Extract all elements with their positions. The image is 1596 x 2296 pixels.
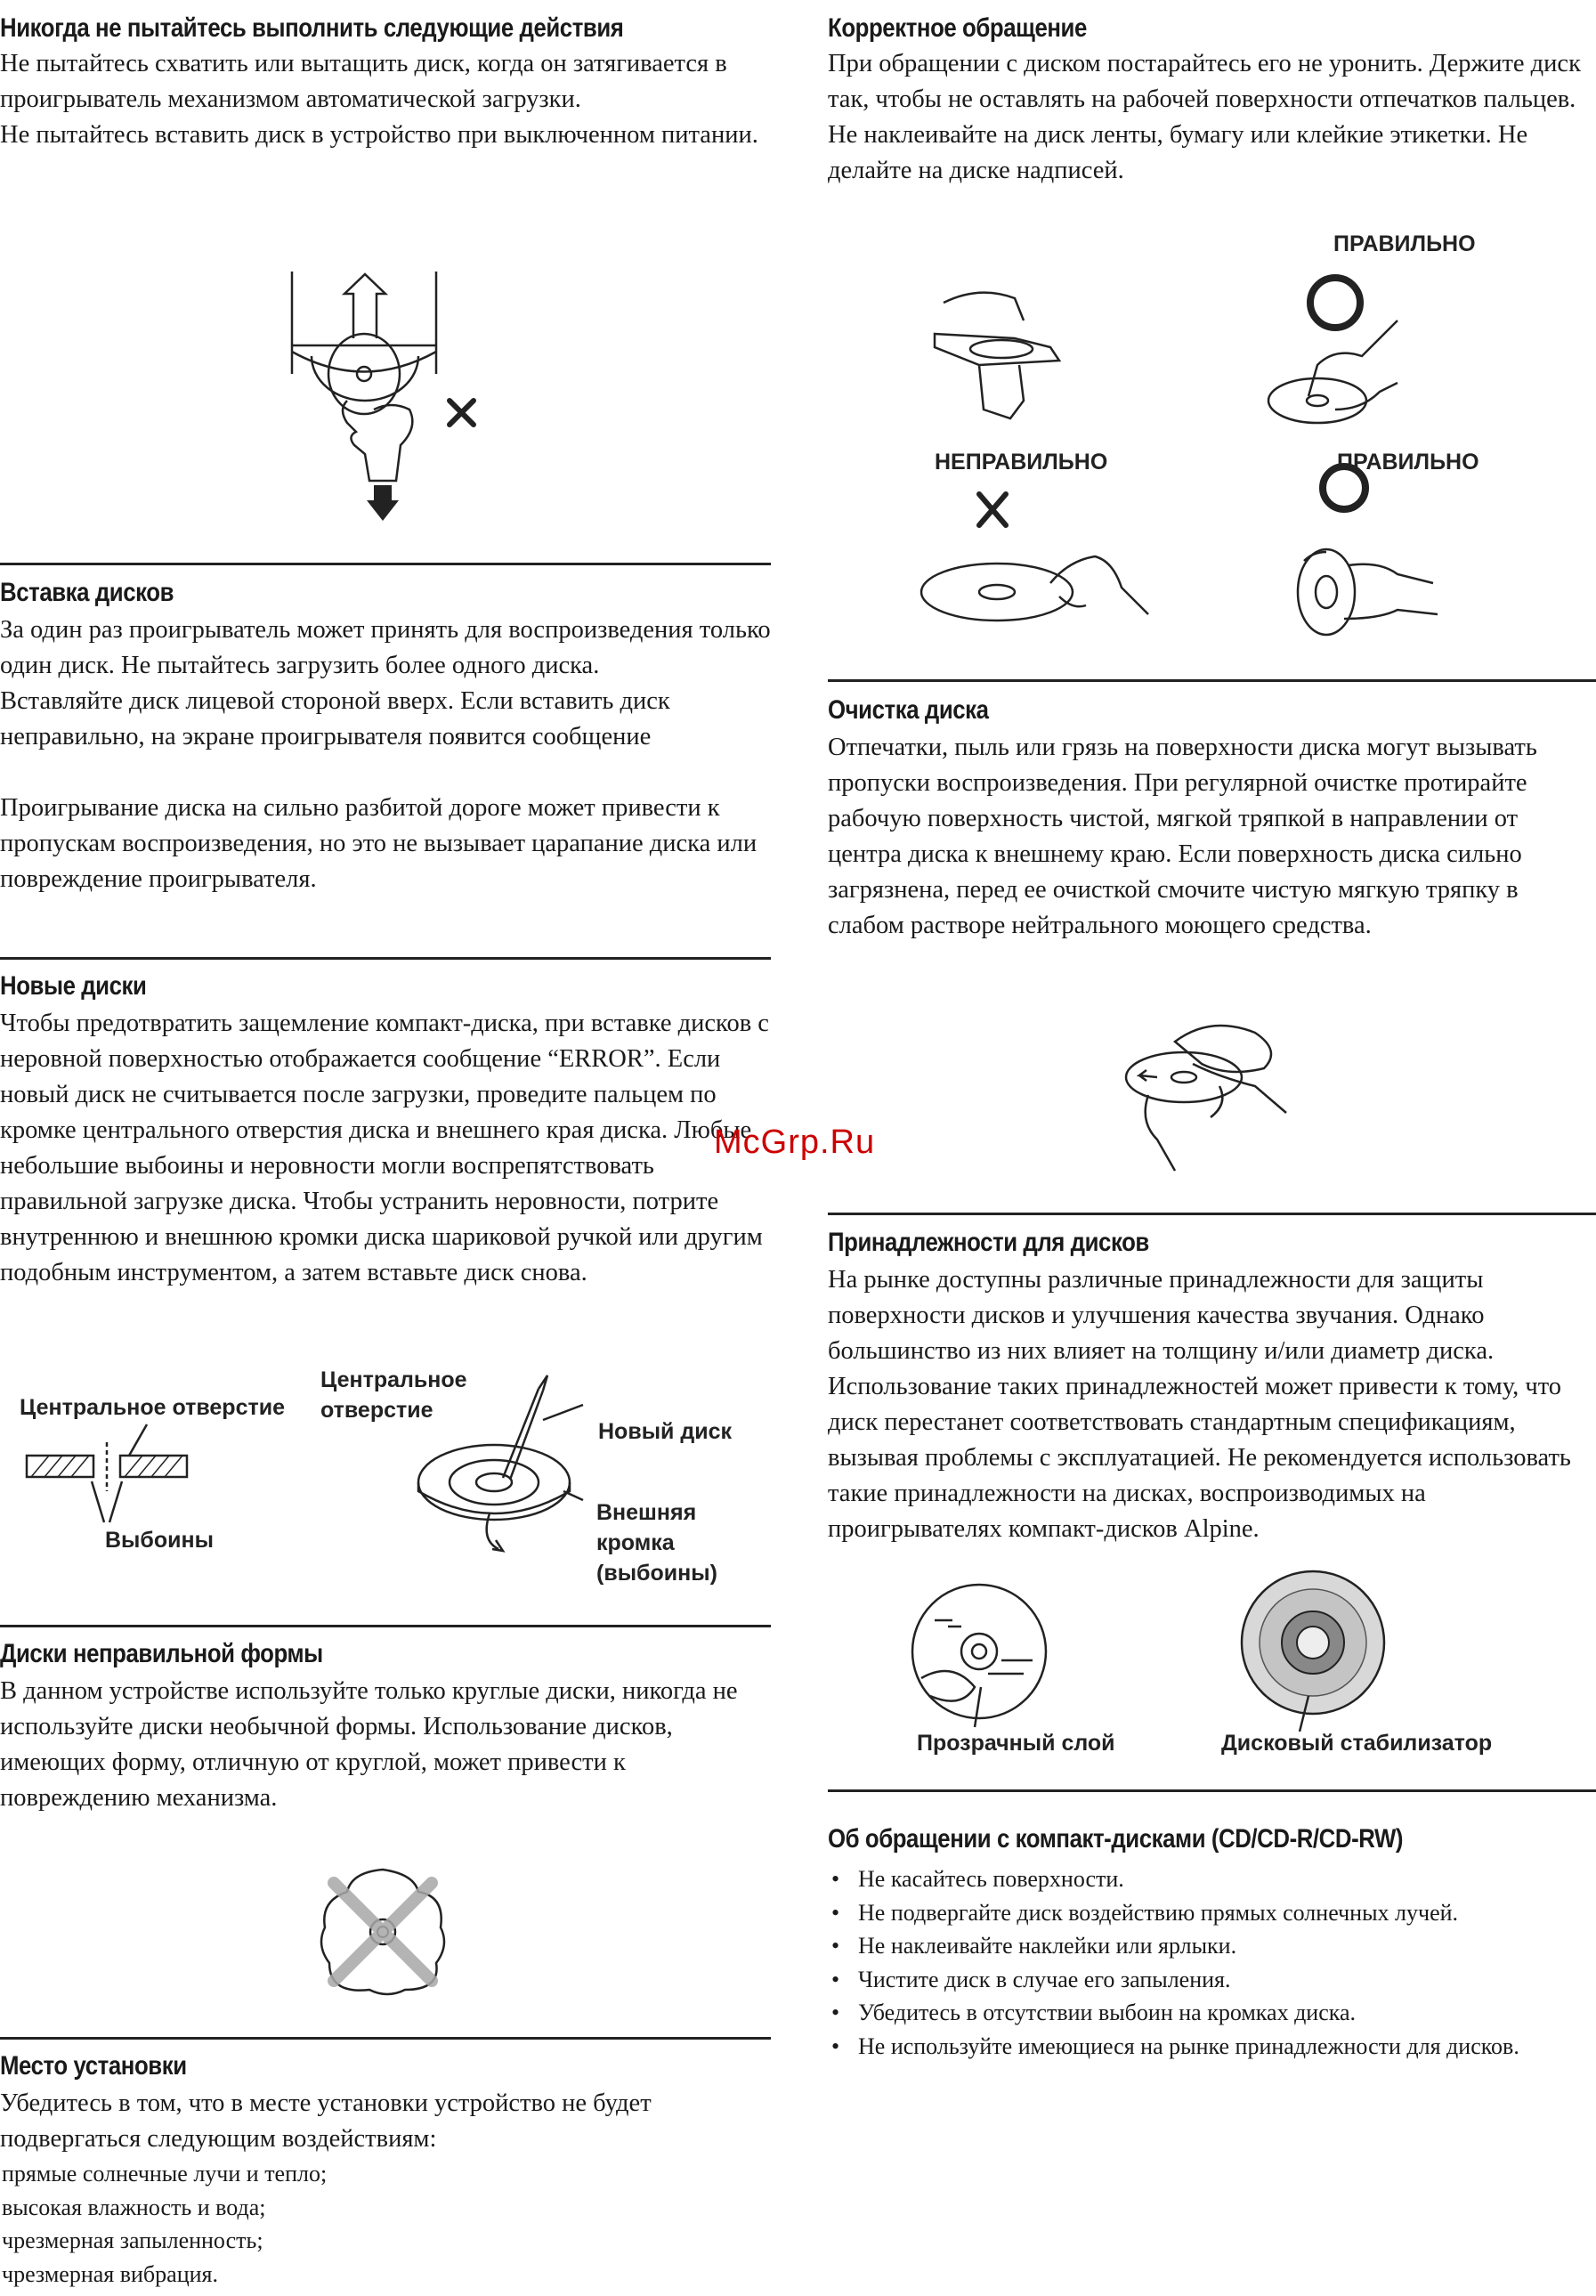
paragraph: Чтобы предотвратить защемление компакт-диска, при вставке дисков с неровной поверхностью отображается сообщение “ERROR”. Если новый диск не считывается после загрузки, проведите пальцем по кромке центрального отверстия диска и внешнего края диска. Любые небольшие выбоины и неровности могли воспрепятствовать правильной загрузке диска. Чтобы устранить неровности, потрите внутреннюю и внешнюю кромки диска шариковой ручкой или другим подобным инструментом, а затем вставьте диск снова. bbox=[0, 1010, 769, 1286]
fig-label-wrong: НЕПРАВИЛЬНО bbox=[935, 450, 1108, 475]
section-insert bbox=[0, 577, 771, 897]
section-location bbox=[0, 2050, 771, 2291]
fig-label-stabilizer: Дисковый стабилизатор bbox=[1221, 1731, 1493, 1756]
divider bbox=[0, 957, 771, 960]
no-pull-disc-illustration bbox=[285, 267, 498, 525]
fig-label-outer-edge: (выбоины) bbox=[596, 1561, 717, 1586]
paragraph: Отпечатки, пыль или грязь на поверхности диска могут вызывать пропуски воспроизведения. При регулярной очистке протирайте рабочую поверхность чистой, мягкой тряпкой в направлении от центра диска к внешнему краю. Если поверхность диска сильно загрязнена, перед ее очисткой смочите чистую мягкую тряпку в слабом растворе нейтрального моющего средства. bbox=[828, 734, 1537, 939]
fig-label-outer-edge: Внешняя bbox=[596, 1500, 697, 1525]
section-heading: Принадлежности для дисков bbox=[828, 1228, 1149, 1257]
divider bbox=[0, 563, 771, 565]
section-new-discs bbox=[0, 970, 771, 1291]
paragraph: Убедитесь в том, что в месте установки устройство не будет подвергаться следующим воздействиям: bbox=[0, 2089, 652, 2153]
section-cd-handling bbox=[828, 1823, 1596, 2063]
section-heading: Об обращении с компакт-дисками (CD/CD-R/CD-RW) bbox=[828, 1824, 1404, 1854]
section-heading: Вставка дисков bbox=[0, 578, 174, 607]
watermark: McGrp.Ru bbox=[714, 1124, 876, 1161]
paragraph: За один раз проигрыватель может принять для воспроизведения только один диск. Не пытайтесь загрузить более одного диска. bbox=[0, 616, 771, 679]
divider bbox=[0, 2037, 771, 2040]
section-heading: Очистка диска bbox=[828, 695, 989, 725]
section-cleaning bbox=[828, 694, 1596, 944]
disc-accessories-illustration bbox=[908, 1589, 1406, 1732]
fig-label-center-hole: Центральное bbox=[320, 1367, 467, 1392]
list-item: • Не касайтесь поверхности. bbox=[828, 1862, 1596, 1896]
paragraph: При обращении с диском постарайтесь его не уронить. Держите диск так, чтобы не оставлять на рабочей поверхности отпечатков пальцев. Не наклеивайте на диск ленты, бумагу или клейкие этикетки. Не делайте на диске надписей. bbox=[828, 50, 1581, 184]
paragraph: Не пытайтесь вставить диск в устройство при выключенном питании. bbox=[0, 121, 758, 149]
section-heading: Новые диски bbox=[0, 971, 147, 1001]
fig-label-center-hole: Центральное отверстие bbox=[20, 1395, 285, 1420]
divider bbox=[0, 1625, 771, 1627]
section-never bbox=[0, 12, 771, 153]
fig-label-clear-sheet: Прозрачный слой bbox=[917, 1731, 1115, 1756]
fig-label-center-hole: отверстие bbox=[320, 1398, 433, 1423]
section-accessories bbox=[828, 1227, 1596, 1547]
fig-label-outer-edge: кромка bbox=[596, 1530, 675, 1555]
list-item: • прямые солнечные лучи и тепло; bbox=[0, 2157, 771, 2191]
paragraph: Проигрывание диска на сильно разбитой дороге может привести к пропускам воспроизведения, но это не вызывает царапание диска или повреждение проигрывателя. bbox=[0, 794, 757, 893]
section-heading: Никогда не пытайтесь выполнить следующие действия bbox=[0, 13, 624, 43]
divider bbox=[828, 1213, 1596, 1215]
fig-label-correct: ПРАВИЛЬНО bbox=[1337, 450, 1479, 475]
list-item: • Не используйте имеющиеся на рынке принадлежности для дисков. bbox=[828, 2030, 1596, 2064]
fig-label-correct: ПРАВИЛЬНО bbox=[1333, 231, 1476, 256]
paragraph: На рынке доступны различные принадлежности для защиты поверхности дисков и улучшения качества звучания. Однако большинство из них влияет на толщину и/или диаметр диска. Использование таких принадлежностей может привести к тому, что диск перестанет соответствовать стандартным спецификациям, вызывая проблемы с эксплуатацией. Не рекомендуется использовать такие принадлежности на дисках, воспроизводимых на проигрывателях компакт-дисков Alpine. bbox=[828, 1266, 1571, 1543]
list-item: • Не подвергайте диск воздействию прямых солнечных лучей. bbox=[828, 1896, 1596, 1930]
fig-label-new-disc: Новый диск bbox=[598, 1419, 733, 1444]
list-item: • чрезмерная запыленность; bbox=[0, 2224, 771, 2258]
paragraph: Вставляйте диск лицевой стороной вверх. Если вставить диск неправильно, на экране проигрывателя появится сообщение bbox=[0, 687, 670, 750]
list-item: • высокая влажность и вода; bbox=[0, 2191, 771, 2225]
bullet-list bbox=[0, 2157, 771, 2291]
section-heading: Диски неправильной формы bbox=[0, 1639, 323, 1668]
section-irregular bbox=[0, 1638, 771, 1816]
divider bbox=[828, 1789, 1596, 1792]
disc-burrs-illustration bbox=[22, 1424, 610, 1585]
paragraph: Не пытайтесь схватить или вытащить диск, когда он затягивается в проигрыватель механизмом автоматической загрузки. bbox=[0, 50, 727, 113]
list-item: • Чистите диск в случае его запыления. bbox=[828, 1963, 1596, 1997]
section-handling bbox=[828, 12, 1596, 189]
list-item: • Убедитесь в отсутствии выбоин на кромках диска. bbox=[828, 1996, 1596, 2030]
paragraph: В данном устройстве используйте только круглые диски, никогда не используйте диски необычной формы. Использование дисков, имеющих форму, отличную от круглой, может привести к повреждению механизма. bbox=[0, 1677, 738, 1812]
divider bbox=[828, 679, 1596, 682]
bullet-list bbox=[828, 1862, 1596, 2063]
section-heading: Место установки bbox=[0, 2051, 187, 2081]
disc-cleaning-illustration bbox=[1122, 1015, 1300, 1175]
fig-label-burrs: Выбоины bbox=[105, 1528, 214, 1553]
list-item: • Не наклеивайте наклейки или ярлыки. bbox=[828, 1929, 1596, 1963]
disc-handling-illustration bbox=[917, 267, 1504, 641]
list-item: • чрезмерная вибрация. bbox=[0, 2258, 771, 2292]
section-heading: Корректное обращение bbox=[828, 13, 1087, 43]
irregular-disc-illustration bbox=[316, 1865, 450, 1999]
